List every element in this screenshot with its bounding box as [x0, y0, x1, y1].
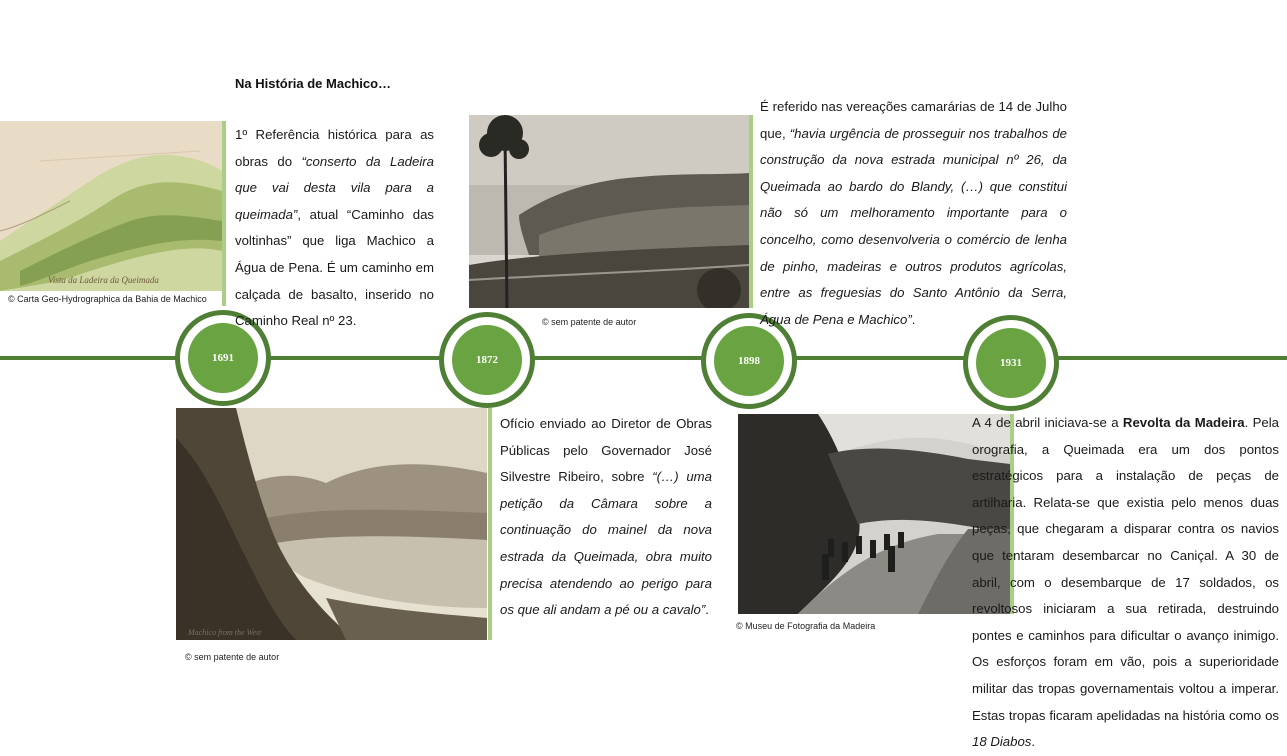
map-caption: Vista da Ladeira da Queimada [48, 275, 159, 285]
text-quote: “(…) uma petição da Câmara sobre a continuação do mainel da nova estrada da Queimada, obra muito precisa atendendo ao perigo para os que ali andam a pé ou a cavalo” [500, 469, 712, 618]
event-text-1872 [500, 411, 712, 624]
text-part: Ofício enviado ao Diretor de Obras Públicas pelo Governador José Silvestre Ribeiro, sobre [500, 416, 712, 485]
photo-1872 [176, 408, 487, 640]
text-part: , atual “Caminho das voltinhas” que liga Machico a Água de Pena. É um caminho em calçada de basalto, inserido no Caminho Real nº 23. [235, 206, 434, 329]
event-text-1691 [235, 122, 434, 335]
photo-caption: Machico from the West [188, 628, 262, 637]
image-credit: © sem patente de autor [542, 317, 637, 327]
page-title: Na História de Machico… [235, 76, 392, 91]
text-quote: “havia urgência de prosseguir nos trabalhos de construção da nova estrada municipal nº 26, da Queimada ao bardo do Blandy, (…) que constitui não só um melhoramento importante para o concelho, como desenvolveria o comércio de lenha de pinho, madeiras e outros produtos agrícolas, entre as freguesias do Santo Antônio da Serra, Água de Pena e Machico” [760, 125, 1067, 327]
image-credit: © Carta Geo-Hydrographica da Bahia de Machico [8, 294, 207, 304]
image-credit: © Museu de Fotografia da Madeira [736, 621, 876, 631]
text-bold: Revolta da Madeira [1122, 415, 1245, 430]
year-node-1872[interactable] [439, 312, 535, 408]
year-label: 1898 [714, 326, 784, 396]
accent-bar [749, 115, 753, 308]
map-image-1691 [0, 121, 222, 291]
photo-1931 [738, 414, 1010, 614]
text-italic: 18 Diabos [972, 734, 1032, 750]
event-text-1931 [972, 410, 1279, 756]
text-part: . [705, 602, 709, 618]
text-quote: “conserto da Ladeira que vai desta vila para a queimada” [235, 153, 434, 222]
text-part: . Pela orografia, a Queimada era um dos pontos estratégicos para a instalação de peças de artilharia. Relata-se que existia pelo menos duas peças, que chegaram a disparar contra os navios que tentaram desembarcar no Caniçal. A 30 de abril, com o desembarque de 17 soldados, os revoltosos iniciaram a sua retirada, destruindo pontes e caminhos para dificultar o avanço inimigo. Os esforços foram em vão, pois a superioridade militar das tropas governamentais voltou a imperar. Estas tropas ficaram apelidadas na história como os [972, 415, 1280, 723]
text-part: 1º Referência histórica para as obras do [235, 127, 434, 169]
text-part: A 4 de abril iniciava-se a [972, 415, 1123, 430]
text-part: . [911, 311, 916, 327]
year-label: 1931 [976, 328, 1046, 398]
event-text-1898 [760, 94, 1067, 333]
year-label: 1872 [452, 325, 522, 395]
image-credit: © sem patente de autor [185, 652, 280, 662]
photo-1898 [469, 115, 749, 308]
text-part: . [1031, 734, 1036, 750]
text-part: É referido nas vereações camarárias de 14 de Julho que, [760, 99, 1067, 141]
accent-bar [222, 121, 226, 306]
accent-bar [488, 408, 492, 640]
year-label: 1691 [188, 323, 258, 393]
